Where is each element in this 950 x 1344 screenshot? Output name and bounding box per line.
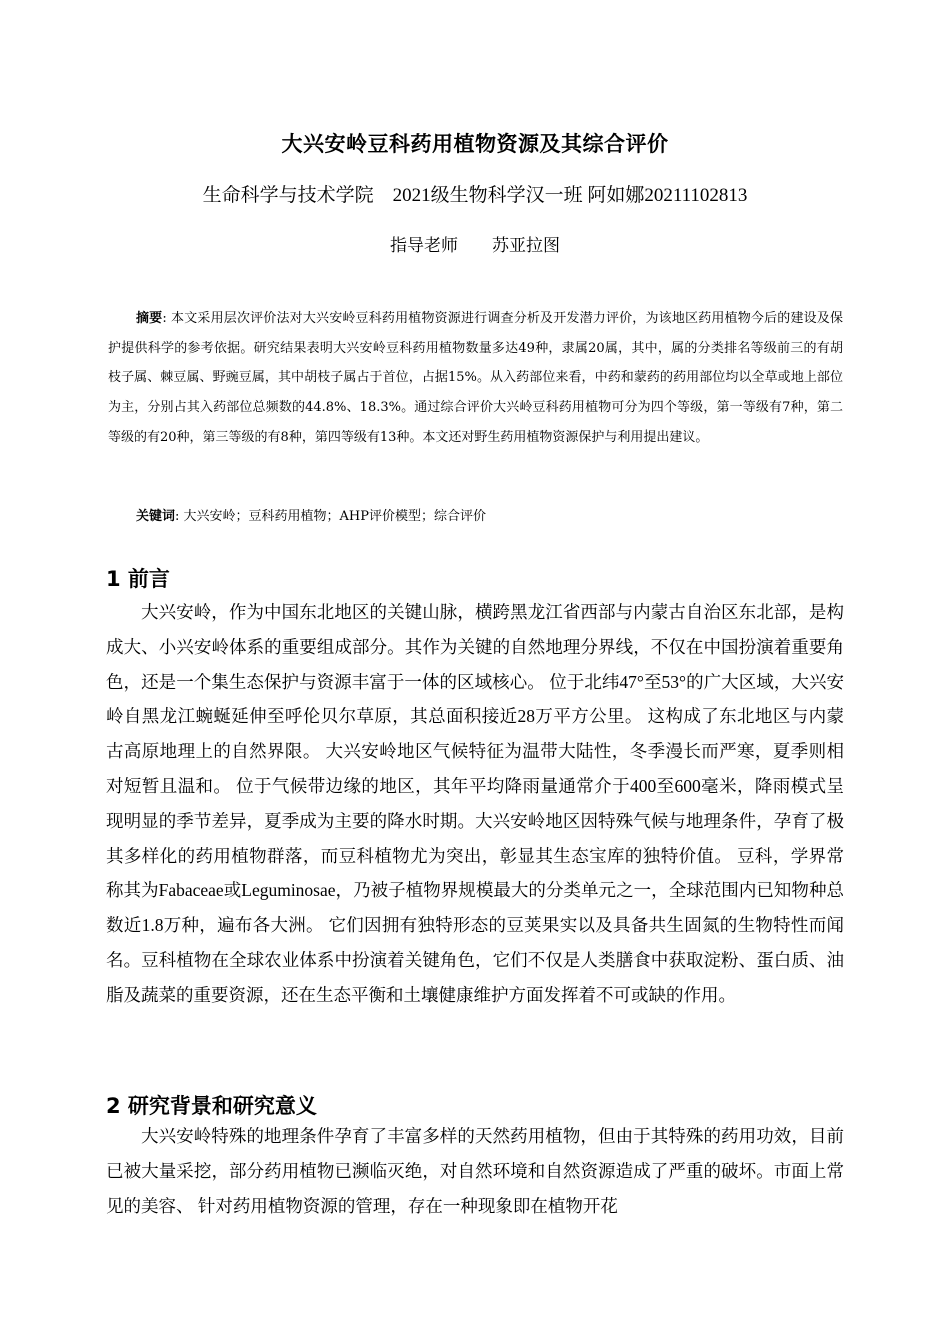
section-heading-background: 2 研究背景和研究意义 (106, 1094, 317, 1118)
abstract-label: 摘要 (136, 311, 163, 326)
advisor-line: 指导老师 苏亚拉图 (390, 236, 560, 256)
section-paragraph-introduction: 大兴安岭，作为中国东北地区的关键山脉，横跨黑龙江省西部与内蒙古自治区东北部，是构成大、小兴安岭体系的重要组成部分。其作为关键的自然地理分界线，不仅在中国扮演着重要角色，还是一个集生态保护与资源丰富于一体的区域核心。 位于北纬47°至53°的广大区域，大兴安岭自黑龙江蜿蜒延伸至呼伦贝尔草原，其总面积接近28万平方公里。 这构成了东北地区与内蒙古高原地理上的自然界限。 大兴安岭地区气候特征为温带大陆性，冬季漫长而严寒，夏季则相对短暂且温和。 位于气候带边缘的地区，其年平均降雨量通常介于400至600毫米，降雨模式呈现明显的季节差异，夏季成为主要的降水时期。大兴安岭地区因特殊气候与地理条件，孕育了极其多样化的药用植物群落，而豆科植物尤为突出，彰显其生态宝库的独特价值。 豆科，学界常称其为Fabaceae或Leguminosae，乃被子植物界规模最大的分类单元之一，全球范围内已知物种总数近1.8万种，遍布各大洲。 它们因拥有独特形态的豆荚果实以及具备共生固氮的生物特性而闻名。豆科植物在全球农业体系中扮演着关键角色，它们不仅是人类膳食中获取淀粉、蛋白质、油脂及蔬菜的重要资源，还在生态平衡和土壤健康维护方面发挥着不可或缺的作用。 (106, 602, 844, 1005)
section-heading-introduction: 1 前言 (106, 567, 170, 591)
author-byline: 生命科学与技术学院 2021级生物科学汉一班 阿如娜20211102813 (202, 185, 748, 206)
abstract-paragraph (108, 304, 843, 453)
paper-title: 大兴安岭豆科药用植物资源及其综合评价 (281, 132, 669, 156)
keywords-text: : 大兴安岭；豆科药用植物；AHP评价模型；综合评价 (175, 509, 487, 524)
abstract-text: : 本文采用层次评价法对大兴安岭豆科药用植物资源进行调查分析及开发潜力评价，为该地区药用植物今后的建设及保护提供科学的参考依据。研究结果表明大兴安岭豆科药用植物数量多达49种，隶属20属，其中，属的分类排名等级前三的有胡枝子属、棘豆属、野豌豆属，其中胡枝子属占于首位，占据15%。从入药部位来看，中药和蒙药的药用部位均以全草或地上部位为主，分别占其入药部位总频数的44.8%、18.3%。通过综合评价大兴岭豆科药用植物可分为四个等级，第一等级有7种，第二等级的有20种，第三等级的有8种，第四等级有13种。本文还对野生药用植物资源保护与利用提出建议。 (108, 311, 843, 445)
keywords-label: 关键词 (136, 509, 176, 524)
keywords-line (136, 505, 836, 529)
section-paragraph-background: 大兴安岭特殊的地理条件孕育了丰富多样的天然药用植物，但由于其特殊的药用功效，目前已被大量采挖，部分药用植物已濒临灭绝，对自然环境和自然资源造成了严重的破坏。市面上常见的美容、 针对药用植物资源的管理，存在一种现象即在植物开花 (106, 1126, 844, 1216)
